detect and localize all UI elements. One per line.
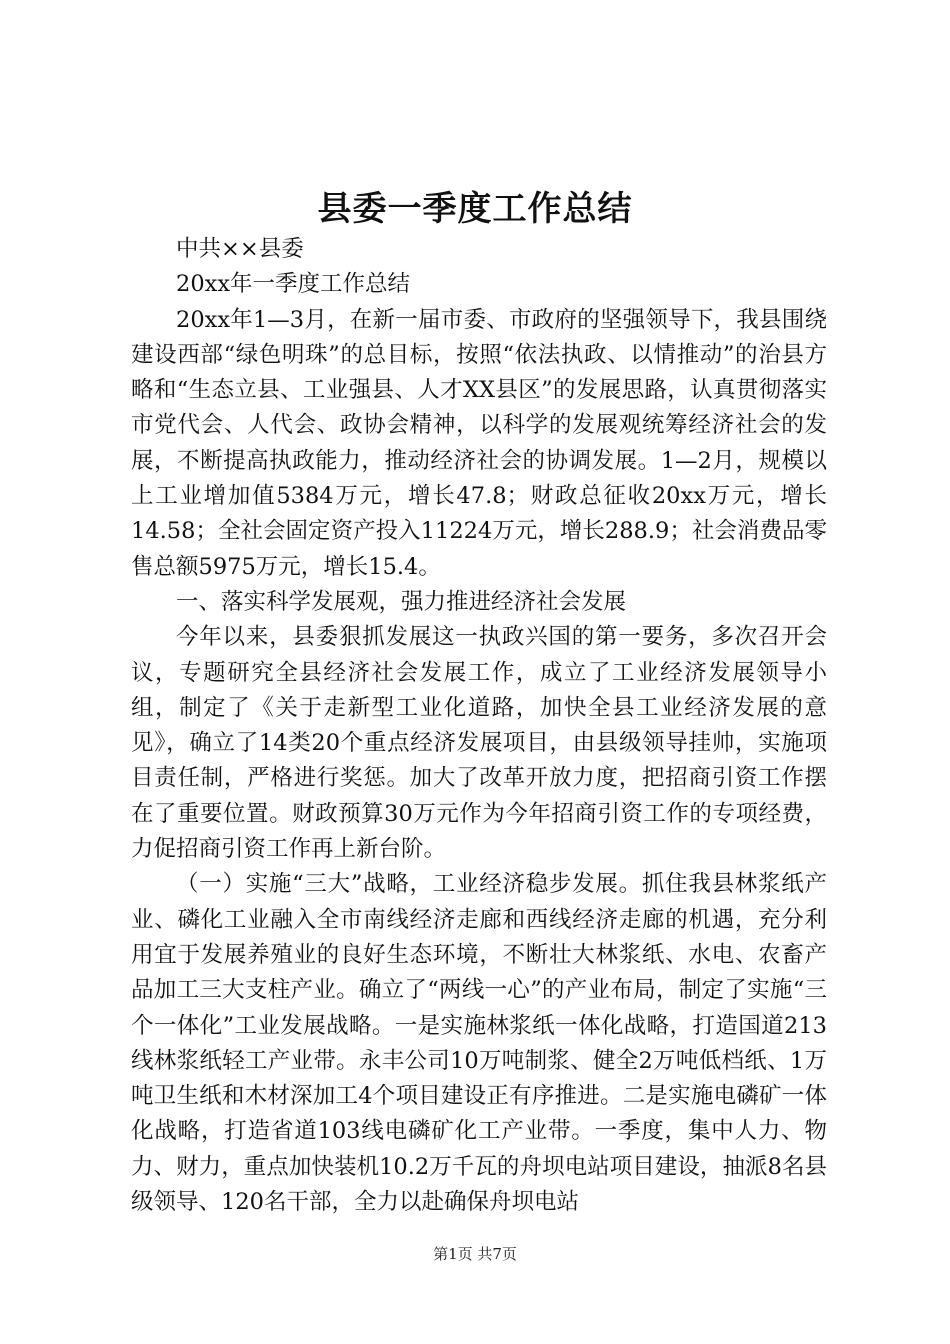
section-heading-1: 一、落实科学发展观，强力推进经济社会发展 bbox=[176, 588, 627, 615]
paragraph-subsection-1: （一）实施“三大”战略，工业经济稳步发展。抓住我县林浆纸产业、磷化工业融入全市南线经济走廊和西线经济走廊的机遇，充分利用宜于发展养殖业的良好生态环境，不断壮大林浆纸、水电、农畜产品加工三大支柱产业。确立了“两线一心”的产业布局，制定了实施“三个一体化”工业发展战略。一是实施林浆纸一体化战略，打造国道213线林浆纸轻工产业带。永丰公司10万吨制浆、健全2万吨低档纸、1万吨卫生纸和木材深加工4个项目建设正有序推进。二是实施电磷矿一体化战略，打造省道103线电磷矿化工产业带。一季度，集中人力、物力、财力，重点加快装机10.2万千瓦的舟坝电站项目建设，抽派8名县级领导、120名干部，全力以赴确保舟坝电站 bbox=[131, 871, 827, 1216]
paragraph-section-1: 今年以来，县委狠抓发展这一执政兴国的第一要务，多次召开会议，专题研究全县经济社会发展工作，成立了工业经济发展领导小组，制定了《关于走新型工业化道路，加快全县工业经济发展的意见》，确立了14类20个重点经济发展项目，由县级领导挂帅，实施项目责任制，严格进行奖惩。加大了改革开放力度，把招商引资工作摆在了重要位置。财政预算30万元作为今年招商引资工作的专项经费，力促招商引资工作再上新台阶。 bbox=[131, 624, 827, 863]
page-number-footer: 第1页 共7页 bbox=[433, 1245, 517, 1263]
paragraph-issuer: 中共××县委 bbox=[176, 236, 304, 262]
document-body bbox=[131, 232, 827, 1220]
paragraph-subtitle: 20xx年一季度工作总结 bbox=[176, 271, 411, 298]
document-title: 县委一季度工作总结 bbox=[317, 189, 633, 229]
paragraph-overview: 20xx年1—3月，在新一届市委、市政府的坚强领导下，我县围绕建设西部“绿色明珠”的总目标，按照“依法执政、以情推动”的治县方略和“生态立县、工业强县、人才XX县区”的发展思路，认真贯彻落实市党代会、人代会、政协会精神，以科学的发展观统筹经济社会的发展，不断提高执政能力，推动经济社会的协调发展。1—2月，规模以上工业增加值5384万元，增长47.8；财政总征收20xx万元，增长14.58；全社会固定资产投入11224万元，增长288.9；社会消费品零售总额5975万元，增长15.4。 bbox=[131, 306, 827, 580]
